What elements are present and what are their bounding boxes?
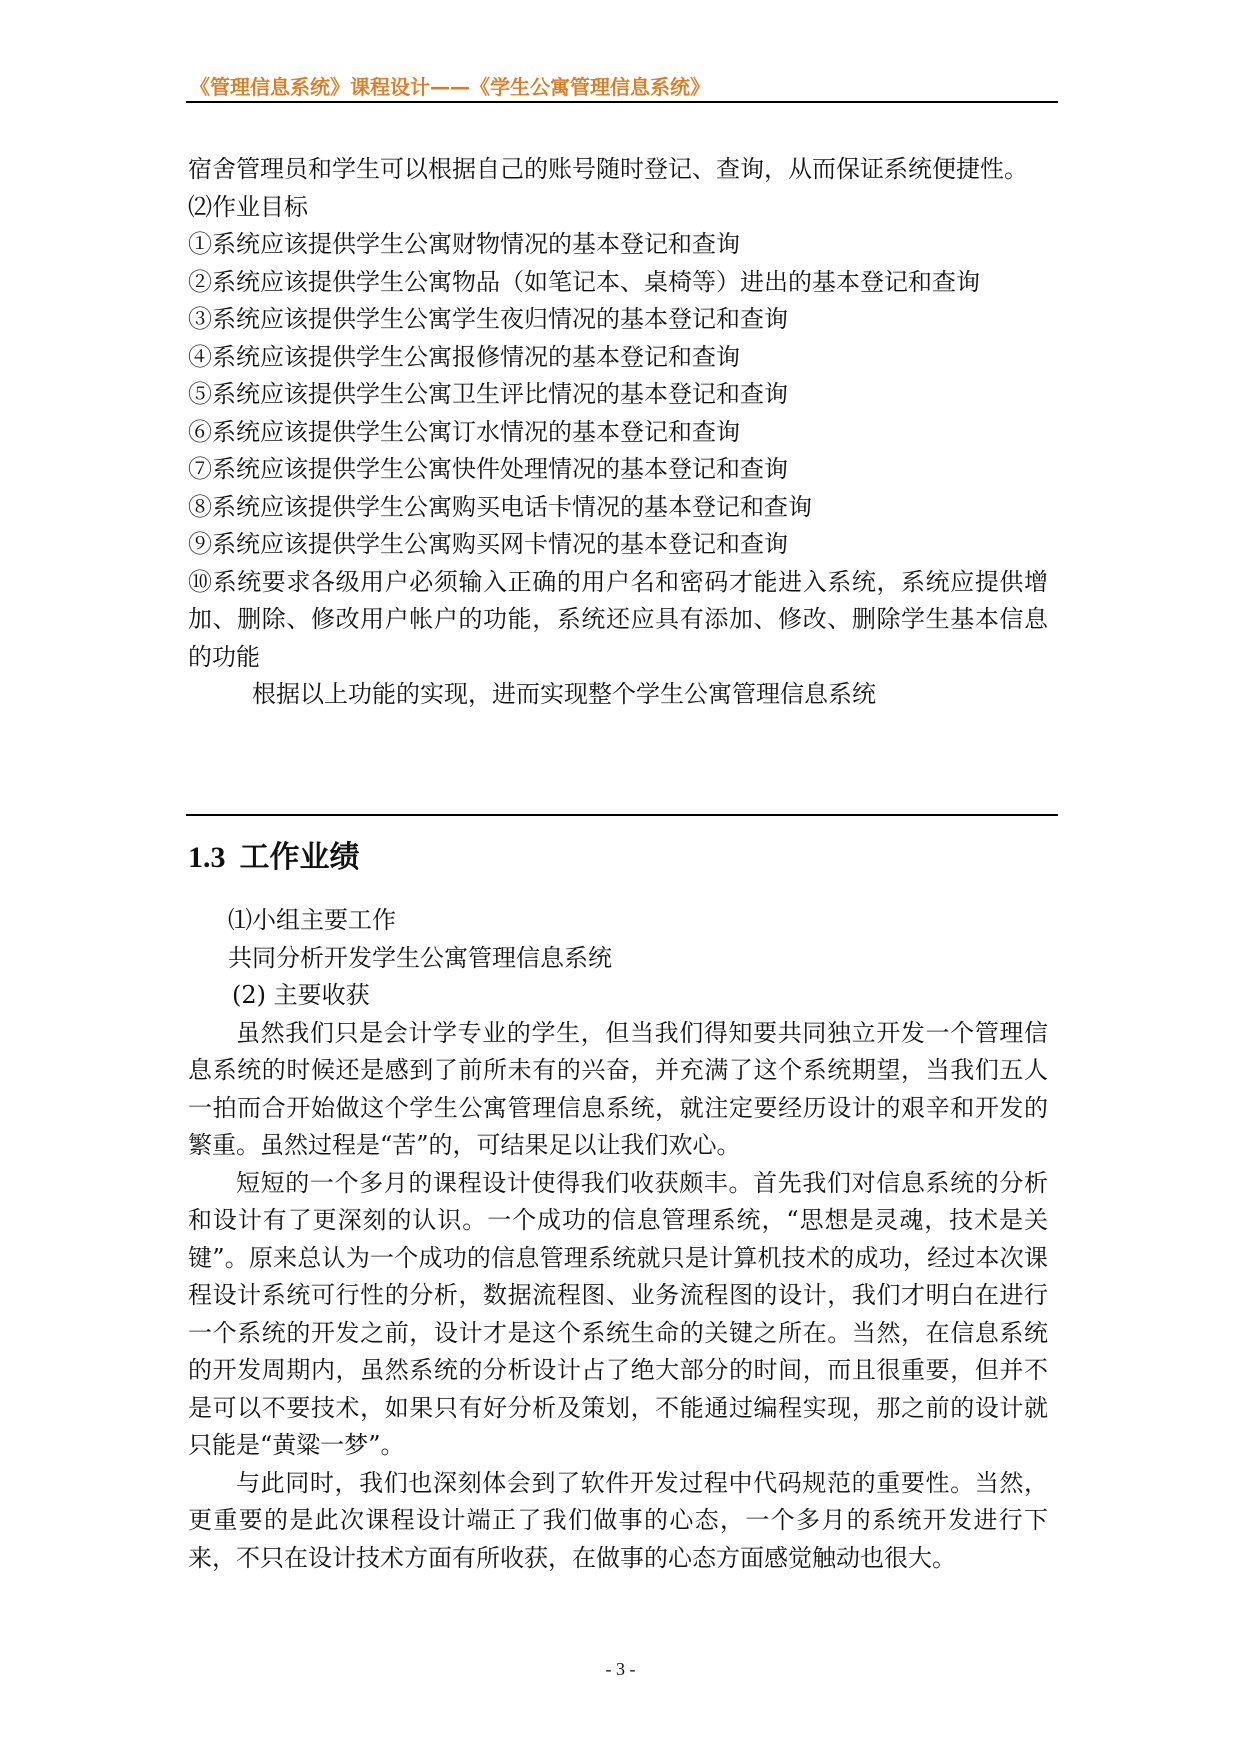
continuation-paragraph: 宿舍管理员和学生可以根据自己的账号随时登记、查询，从而保证系统便捷性。 bbox=[188, 155, 1028, 183]
header-divider bbox=[186, 101, 1058, 103]
goal-item-2: ②系统应该提供学生公寓物品（如笔记本、桌椅等）进出的基本登记和查询 bbox=[188, 267, 980, 296]
section-body bbox=[188, 902, 1048, 1577]
document-header-title: 《管理信息系统》课程设计——《学生公寓管理信息系统》 bbox=[190, 75, 710, 99]
gains-paragraph-3: 与此同时，我们也深刻体会到了软件开发过程中代码规范的重要性。当然，更重要的是此次课程设计端正了我们做事的心态，一个多月的系统开发进行下来，不只在设计技术方面有所收获，在做事的心态方面感觉触动也很大。 bbox=[188, 1468, 1048, 1572]
goal-heading: ⑵作业目标 bbox=[188, 192, 308, 221]
subheading-main-gains: (2) 主要收获 bbox=[232, 981, 370, 1009]
goal-item-1: ①系统应该提供学生公寓财物情况的基本登记和查询 bbox=[188, 230, 740, 258]
conclusion-paragraph: 根据以上功能的实现，进而实现整个学生公寓管理信息系统 bbox=[252, 680, 876, 708]
goal-item-5: ⑤系统应该提供学生公寓卫生评比情况的基本登记和查询 bbox=[188, 380, 788, 408]
page-number: - 3 - bbox=[605, 1659, 636, 1679]
gains-paragraph-1: 虽然我们只是会计学专业的学生，但当我们得知要共同独立开发一个管理信息系统的时候还是感到了前所未有的兴奋，并充满了这个系统期望，当我们五人一拍而合开始做这个学生公寓管理信息系统，就注定要经历设计的艰辛和开发的繁重。虽然过程是“苦”的，可结果足以让我们欢心。 bbox=[188, 1018, 1048, 1159]
goal-item-8: ⑧系统应该提供学生公寓购买电话卡情况的基本登记和查询 bbox=[188, 492, 812, 521]
goal-item-6: ⑥系统应该提供学生公寓订水情况的基本登记和查询 bbox=[188, 417, 740, 446]
goal-item-9: ⑨系统应该提供学生公寓购买网卡情况的基本登记和查询 bbox=[188, 530, 788, 558]
subheading-main-work: ⑴小组主要工作 bbox=[228, 906, 396, 934]
goal-item-3: ③系统应该提供学生公寓学生夜归情况的基本登记和查询 bbox=[188, 305, 788, 333]
goal-item-4: ④系统应该提供学生公寓报修情况的基本登记和查询 bbox=[188, 342, 740, 371]
section-heading bbox=[188, 838, 360, 878]
main-work-text: 共同分析开发学生公寓管理信息系统 bbox=[228, 943, 612, 972]
section-title: 工作业绩 bbox=[239, 840, 360, 875]
goal-item-7: ⑦系统应该提供学生公寓快件处理情况的基本登记和查询 bbox=[188, 455, 788, 483]
gains-paragraph-2: 短短的一个多月的课程设计使得我们收获颇丰。首先我们对信息系统的分析和设计有了更深刻的认识。一个成功的信息管理系统，“思想是灵魂，技术是关键”。原来总认为一个成功的信息管理系统就只是计算机技术的成功，经过本次课程设计系统可行性的分析，数据流程图、业务流程图的设计，我们才明白在进行一个系统的开发之前，设计才是这个系统生命的关键之所在。当然，在信息系统的开发周期内，虽然系统的分析设计占了绝大部分的时间，而且很重要，但并不是可以不要技术，如果只有好分析及策划，不能通过编程实现，那之前的设计就只能是“黄粱一梦”。 bbox=[188, 1168, 1048, 1459]
goal-item-10: ⑩系统要求各级用户必须输入正确的用户名和密码才能进入系统，系统应提供增加、删除、修改用户帐户的功能，系统还应具有添加、修改、删除学生基本信息的功能 bbox=[188, 567, 1048, 671]
section-number: 1.3 bbox=[188, 841, 226, 874]
section-divider bbox=[186, 814, 1058, 816]
intro-block bbox=[188, 151, 1048, 714]
